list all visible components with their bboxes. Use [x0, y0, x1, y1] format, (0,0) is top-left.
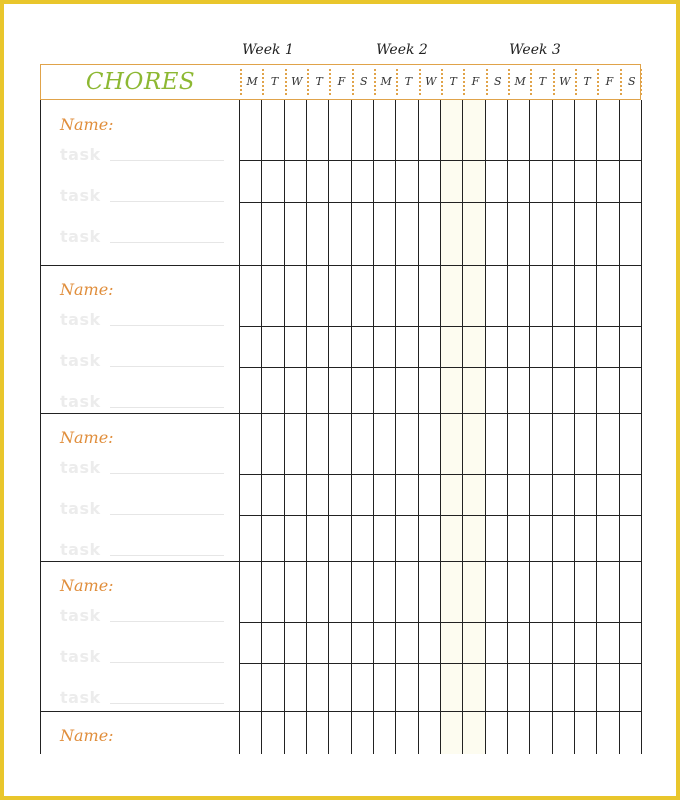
task-write-line[interactable]	[110, 703, 224, 704]
task-label: task	[60, 186, 101, 205]
task-write-line[interactable]	[110, 242, 224, 243]
task-write-line[interactable]	[110, 662, 224, 663]
task-row-divider	[239, 663, 641, 664]
name-label: Name:	[60, 280, 114, 299]
day-header-10: F	[463, 69, 485, 95]
grid-column-line	[462, 100, 463, 754]
grid-column-line	[306, 100, 307, 754]
grid-column-line	[261, 100, 262, 754]
day-header-14: W	[553, 69, 575, 95]
grid-column-line	[574, 100, 575, 754]
grid-column-line	[373, 100, 374, 754]
task-label: task	[60, 351, 101, 370]
task-label: task	[60, 606, 101, 625]
chore-grid	[40, 100, 641, 754]
shaded-column	[463, 100, 484, 754]
day-header-12: M	[508, 69, 530, 95]
day-header-8: W	[419, 69, 441, 95]
task-write-line[interactable]	[110, 555, 224, 556]
day-header-7: T	[396, 69, 418, 95]
chores-title: CHORES	[85, 69, 196, 95]
name-label: Name:	[60, 576, 114, 595]
task-label: task	[60, 540, 101, 559]
task-label: task	[60, 647, 101, 666]
day-header-15: T	[575, 69, 597, 95]
task-write-line[interactable]	[110, 366, 224, 367]
task-row-divider	[239, 515, 641, 516]
task-row-divider	[239, 474, 641, 475]
task-label: task	[60, 392, 101, 411]
day-header-17: S	[620, 69, 642, 95]
task-write-line[interactable]	[110, 160, 224, 161]
day-header-0: M	[240, 69, 262, 95]
week-2-label: Week 2	[376, 42, 428, 58]
grid-column-line	[239, 100, 240, 754]
section-divider	[40, 711, 641, 712]
header-row	[40, 64, 641, 100]
grid-column-line	[395, 100, 396, 754]
day-header-3: T	[307, 69, 329, 95]
task-row-divider	[239, 367, 641, 368]
grid-column-line	[529, 100, 530, 754]
day-header-13: T	[530, 69, 552, 95]
grid-column-line	[328, 100, 329, 754]
task-label: task	[60, 145, 101, 164]
grid-column-line	[351, 100, 352, 754]
task-write-line[interactable]	[110, 325, 224, 326]
task-label: task	[60, 688, 101, 707]
week-3-label: Week 3	[509, 42, 561, 58]
task-write-line[interactable]	[110, 473, 224, 474]
grid-column-line	[507, 100, 508, 754]
name-label: Name:	[60, 115, 114, 134]
week-1-label: Week 1	[242, 42, 294, 58]
day-header-16: F	[597, 69, 619, 95]
grid-column-line	[641, 100, 642, 754]
day-header-1: T	[262, 69, 284, 95]
task-label: task	[60, 499, 101, 518]
day-header-11: S	[486, 69, 508, 95]
task-row-divider	[239, 622, 641, 623]
task-label: task	[60, 458, 101, 477]
task-write-line[interactable]	[110, 514, 224, 515]
task-label: task	[60, 310, 101, 329]
day-header-6: M	[374, 69, 396, 95]
grid-column-line	[440, 100, 441, 754]
day-header-9: T	[441, 69, 463, 95]
task-write-line[interactable]	[110, 201, 224, 202]
grid-column-line	[596, 100, 597, 754]
day-header-2: W	[285, 69, 307, 95]
task-row-divider	[239, 160, 641, 161]
grid-column-line	[552, 100, 553, 754]
section-divider	[40, 265, 641, 266]
task-row-divider	[239, 202, 641, 203]
task-row-divider	[239, 326, 641, 327]
grid-column-line	[284, 100, 285, 754]
section-divider	[40, 561, 641, 562]
shaded-column	[441, 100, 462, 754]
name-label: Name:	[60, 428, 114, 447]
grid-column-line	[485, 100, 486, 754]
name-label: Name:	[60, 726, 114, 745]
grid-column-line	[619, 100, 620, 754]
grid-left-border	[40, 100, 41, 754]
day-header-5: S	[352, 69, 374, 95]
task-write-line[interactable]	[110, 621, 224, 622]
day-header-4: F	[329, 69, 351, 95]
day-header-end-divider	[640, 69, 642, 95]
task-label: task	[60, 227, 101, 246]
section-divider	[40, 413, 641, 414]
task-write-line[interactable]	[110, 407, 224, 408]
grid-column-line	[418, 100, 419, 754]
